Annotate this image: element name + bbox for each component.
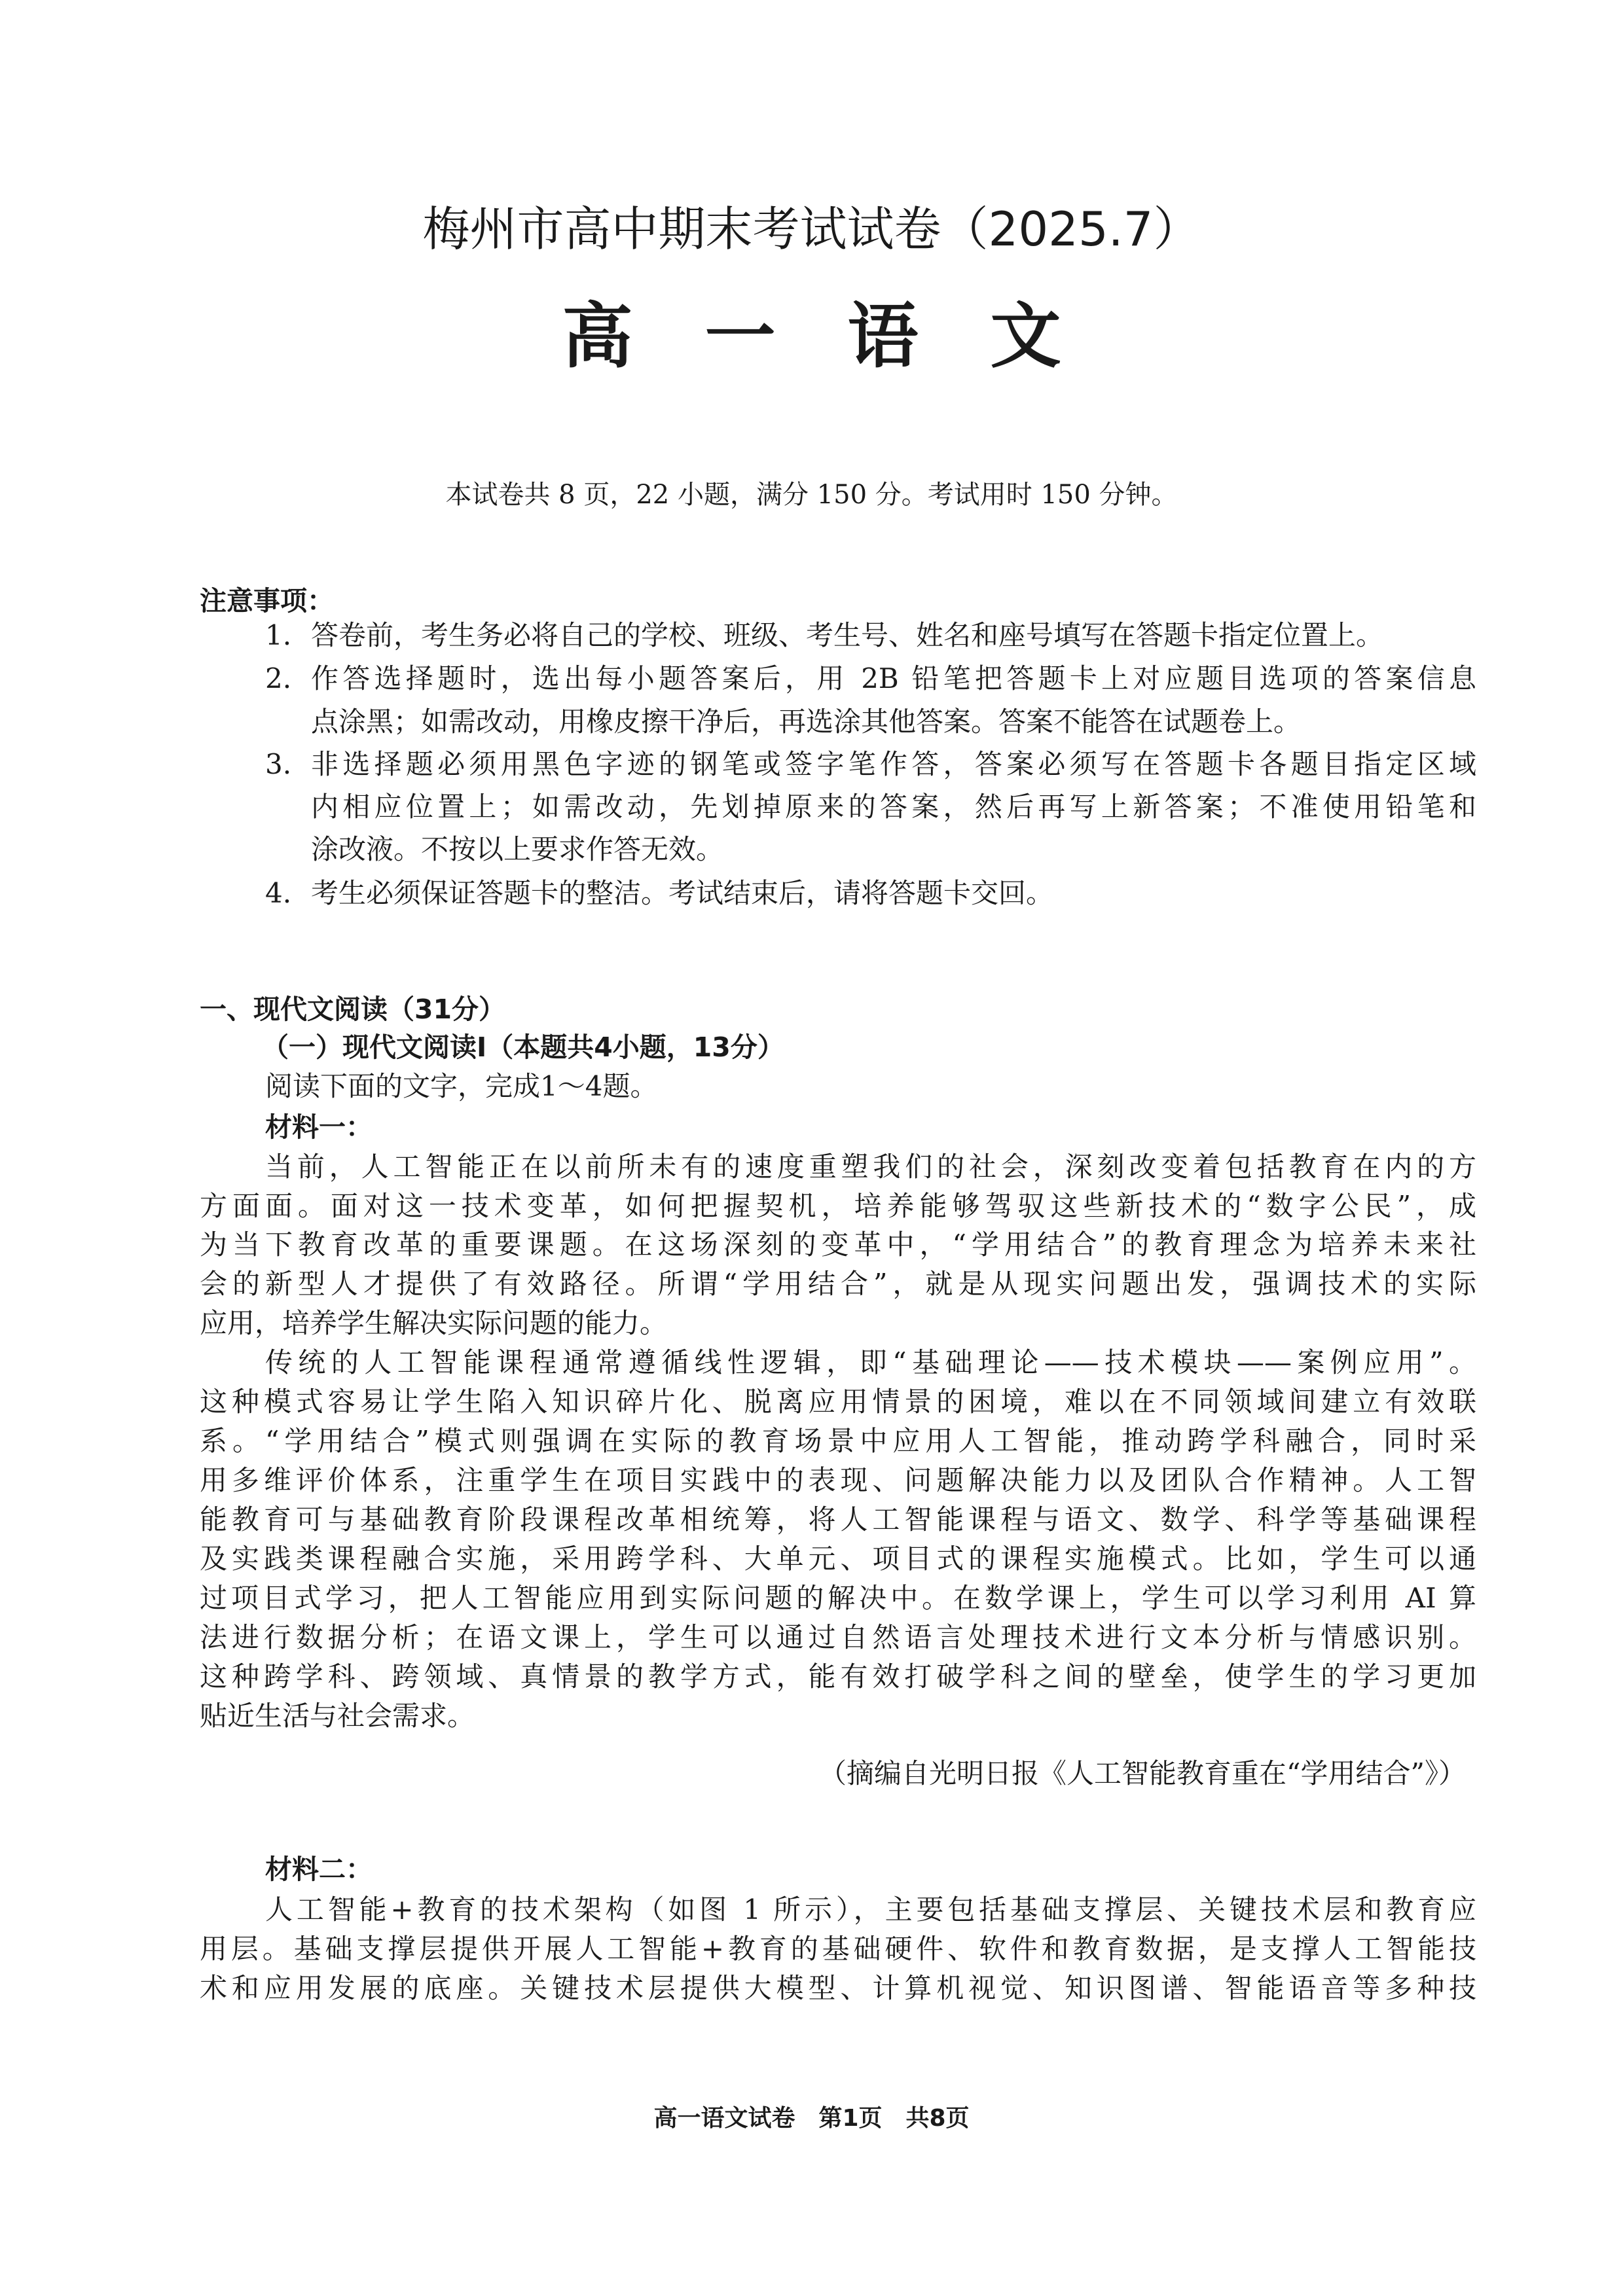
- paragraph-line: 用层。基础支撑层提供开展人工智能+教育的基础硬件、软件和教育数据，是支撑人工智能技: [200, 1933, 1476, 1965]
- note-line: 点涂黑；如需改动，用橡皮擦干净后，再选涂其他答案。答案不能答在试题卷上。: [311, 706, 1302, 738]
- section-title: 一、现代文阅读（31分）: [200, 994, 506, 1025]
- subject-title: 高一语文: [562, 296, 1133, 378]
- page-footer: 高一语文试卷 第1页 共8页: [653, 2105, 970, 2132]
- note-number: 4.: [265, 877, 292, 909]
- note-line: 内相应位置上；如需改动，先划掉原来的答案，然后再写上新答案；不准使用铅笔和: [311, 791, 1476, 823]
- paragraph-line: 方面面。面对这一技术变革，如何把握契机，培养能够驾驭这些新技术的“数字公民”，成: [200, 1190, 1476, 1222]
- section-instruction: 阅读下面的文字，完成1～4题。: [265, 1070, 658, 1102]
- material-1-source: （摘编自光明日报《人工智能教育重在“学用结合”》）: [819, 1757, 1466, 1789]
- section-subtitle: （一）现代文阅读Ⅰ（本题共4小题，13分）: [262, 1031, 784, 1063]
- paragraph-line: 这种跨学科、跨领域、真情景的教学方式，能有效打破学科之间的壁垒，使学生的学习更加: [200, 1660, 1476, 1693]
- note-line: 作答选择题时，选出每小题答案后，用 2B 铅笔把答题卡上对应题目选项的答案信息: [311, 662, 1476, 694]
- paragraph-line: 传统的人工智能课程通常遵循线性逻辑，即“基础理论——技术模块——案例应用”。: [265, 1346, 1476, 1378]
- paragraph-line: 人工智能+教育的技术架构（如图 1 所示），主要包括基础支撑层、关键技术层和教育应: [265, 1893, 1476, 1926]
- note-line: 考生必须保证答题卡的整洁。考试结束后，请将答题卡交回。: [311, 877, 1054, 909]
- paragraph-line: 应用，培养学生解决实际问题的能力。: [200, 1307, 668, 1339]
- paragraph-line: 法进行数据分析；在语文课上，学生可以通过自然语言处理技术进行文本分析与情感识别。: [200, 1621, 1476, 1653]
- note-number: 2.: [265, 662, 292, 694]
- paragraph-line: 用多维评价体系，注重学生在项目实践中的表现、问题解决能力以及团队合作精神。人工智: [200, 1464, 1476, 1496]
- paragraph-line: 系。“学用结合”模式则强调在实际的教育场景中应用人工智能，推动跨学科融合，同时采: [200, 1425, 1476, 1457]
- note-line: 非选择题必须用黑色字迹的钢笔或签字笔作答，答案必须写在答题卡各题目指定区域: [311, 748, 1476, 780]
- paragraph-line: 会的新型人才提供了有效路径。所谓“学用结合”，就是从现实问题出发，强调技术的实际: [200, 1268, 1476, 1300]
- note-line: 涂改液。不按以上要求作答无效。: [311, 833, 724, 865]
- paragraph-line: 为当下教育改革的重要课题。在这场深刻的变革中，“学用结合”的教育理念为培养未来社: [200, 1229, 1476, 1261]
- paragraph-line: 贴近生活与社会需求。: [200, 1700, 475, 1732]
- paragraph-line: 及实践类课程融合实施，采用跨学科、大单元、项目式的课程实施模式。比如，学生可以通: [200, 1543, 1476, 1575]
- notes-heading: 注意事项：: [200, 585, 334, 617]
- paragraph-line: 过项目式学习，把人工智能应用到实际问题的解决中。在数学课上，学生可以学习利用 AI 算: [200, 1582, 1476, 1614]
- exam-info: 本试卷共 8 页，22 小题，满分 150 分。考试用时 150 分钟。: [445, 480, 1178, 510]
- exam-title: 梅州市高中期末考试试卷（2025.7）: [422, 202, 1201, 257]
- material-2-label: 材料二：: [265, 1854, 373, 1885]
- material-1-label: 材料一：: [265, 1111, 373, 1143]
- note-number: 3.: [265, 748, 292, 780]
- paragraph-line: 能教育可与基础教育阶段课程改革相统筹，将人工智能课程与语文、数学、科学等基础课程: [200, 1503, 1476, 1535]
- paragraph-line: 当前，人工智能正在以前所未有的速度重塑我们的社会，深刻改变着包括教育在内的方: [265, 1151, 1476, 1183]
- note-line: 答卷前，考生务必将自己的学校、班级、考生号、姓名和座号填写在答题卡指定位置上。: [311, 619, 1384, 651]
- paragraph-line: 术和应用发展的底座。关键技术层提供大模型、计算机视觉、知识图谱、智能语音等多种技: [200, 1972, 1476, 2004]
- paragraph-line: 这种模式容易让学生陷入知识碎片化、脱离应用情景的困境，难以在不同领域间建立有效联: [200, 1386, 1476, 1418]
- note-number: 1.: [265, 619, 292, 651]
